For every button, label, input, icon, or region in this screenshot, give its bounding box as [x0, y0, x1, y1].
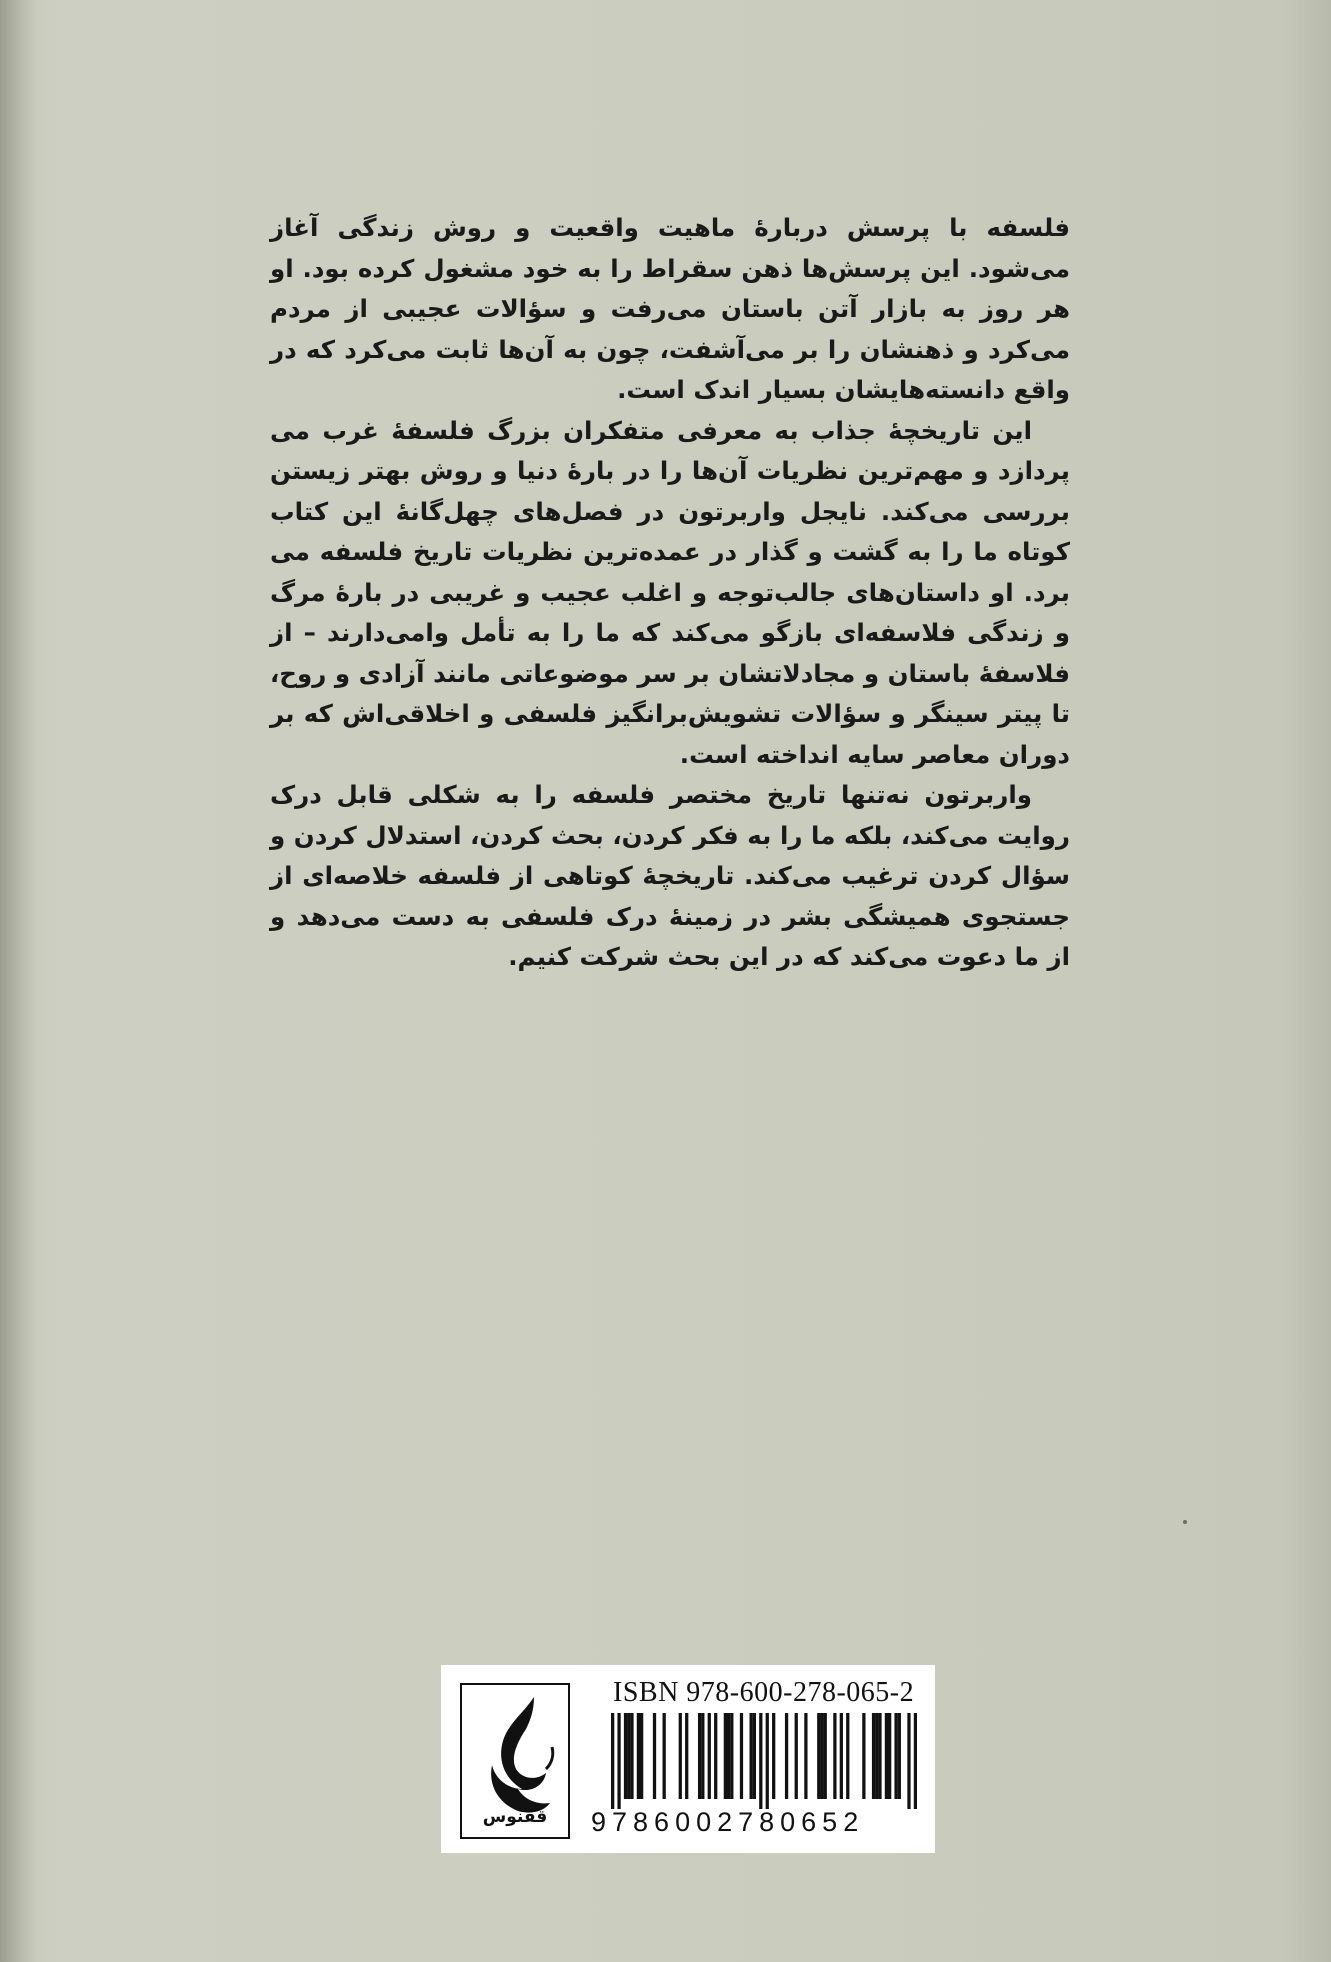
publisher-logo	[460, 1683, 570, 1839]
barcode-bar	[627, 1713, 630, 1799]
barcode-bar	[611, 1713, 614, 1809]
blurb-paragraph-3: واربرتون نه‌تنها تاریخ مختصر فلسفه را به شکلی قابل درک روایت می‌کند، بلکه ما را به فکر کردن، بحث کردن، استدلال کردن و سؤال کردن ترغیب می‌کند. تاریخچهٔ کوتاهی از فلسفه خلاصه‌ای از جستجوی همیشگی بشر در زمینهٔ درک فلسفی به دست می‌دهد و از ما دعوت می‌کند که در این بحث شرکت کنیم.	[270, 780, 1070, 971]
barcode-bar	[766, 1713, 769, 1809]
barcode-bar	[846, 1713, 849, 1799]
barcode-bar	[698, 1713, 701, 1799]
barcode-bar	[772, 1713, 775, 1799]
barcode-bar	[640, 1713, 643, 1799]
barcode-bar	[653, 1713, 656, 1799]
barcode-digits: 9786002780652	[591, 1807, 865, 1837]
barcode-icon	[611, 1713, 917, 1809]
barcode-bar	[785, 1713, 788, 1799]
barcode-bar	[753, 1713, 756, 1799]
barcode-bar	[885, 1713, 888, 1799]
barcode-bar	[914, 1713, 917, 1809]
barcode-bar	[888, 1713, 891, 1799]
barcode-bar	[875, 1713, 878, 1799]
blurb-paragraph-1: فلسفه با پرسش دربارهٔ ماهیت واقعیت و روش زندگی آغاز می‌شود. این پرسش‌ها ذهن سقراط را به خود مشغول کرده بود. او هر روز به بازار آتن باستان می‌رفت و سؤالات عجیبی از مردم می‌کرد و ذهنشان را بر می‌آشفت، چون به آن‌ها ثابت می‌کرد که در واقع دانسته‌هایشان بسیار اندک است.	[270, 213, 1070, 404]
dust-speck	[1183, 1520, 1187, 1524]
barcode-bar	[740, 1713, 743, 1799]
barcode-bar	[817, 1713, 820, 1799]
barcode-bar	[724, 1713, 727, 1799]
barcode-bar	[872, 1713, 875, 1799]
barcode-bar	[701, 1713, 704, 1799]
barcode-bar	[685, 1713, 688, 1799]
barcode-bar	[820, 1713, 823, 1799]
barcode-bar	[663, 1713, 666, 1799]
barcode-bar	[727, 1713, 730, 1799]
publisher-logo-text: ققنوس	[482, 1807, 548, 1827]
barcode-bar	[898, 1713, 901, 1799]
spine-shadow	[0, 0, 38, 1962]
barcode-bar	[862, 1713, 865, 1799]
barcode-label	[441, 1665, 935, 1853]
barcode-bar	[795, 1713, 798, 1799]
barcode-bar	[637, 1713, 640, 1799]
isbn-label: ISBN 978-600-278-065-2	[613, 1677, 915, 1708]
barcode-bar	[804, 1713, 807, 1799]
back-cover-blurb	[270, 208, 1070, 978]
barcode-bar	[894, 1713, 897, 1799]
barcode-bar	[624, 1713, 627, 1799]
barcode-bar	[617, 1713, 620, 1809]
barcode-bar	[708, 1713, 711, 1799]
barcode-bar	[907, 1713, 910, 1809]
barcode-bar	[833, 1713, 836, 1799]
barcode-bar	[750, 1713, 753, 1799]
barcode-bar	[679, 1713, 682, 1799]
barcode-bar	[714, 1713, 717, 1799]
barcode-bar	[878, 1713, 881, 1799]
barcode-bar	[730, 1713, 733, 1799]
barcode-bar	[759, 1713, 762, 1809]
barcode-bar	[840, 1713, 843, 1799]
barcode-bar	[630, 1713, 633, 1799]
barcode-bar	[824, 1713, 827, 1799]
blurb-paragraph-2: این تاریخچهٔ جذاب به معرفی متفکران بزرگ فلسفهٔ غرب می پردازد و مهم‌ترین نظریات آن‌ها را در بارهٔ دنیا و روش بهتر زیستن بررسی می‌کند. نایجل واربرتون در فصل‌های چهل‌گانهٔ این کتاب کوتاه ما را به گشت و گذار در عمده‌ترین نظریات تاریخ فلسفه می برد. او داستان‌های جالب‌توجه و اغلب عجیب و غریبی در بارهٔ مرگ و زندگی فلاسفه‌ای بازگو می‌کند که ما را به تأمل وامی‌دارند – از فلاسفهٔ باستان و مجادلاتشان بر سر موضوعاتی مانند آزادی و روح، تا پیتر سینگر و سؤالات تشویش‌برانگیز فلسفی و اخلاقی‌اش که بر دوران معاصر سایه انداخته است.	[270, 415, 1070, 769]
